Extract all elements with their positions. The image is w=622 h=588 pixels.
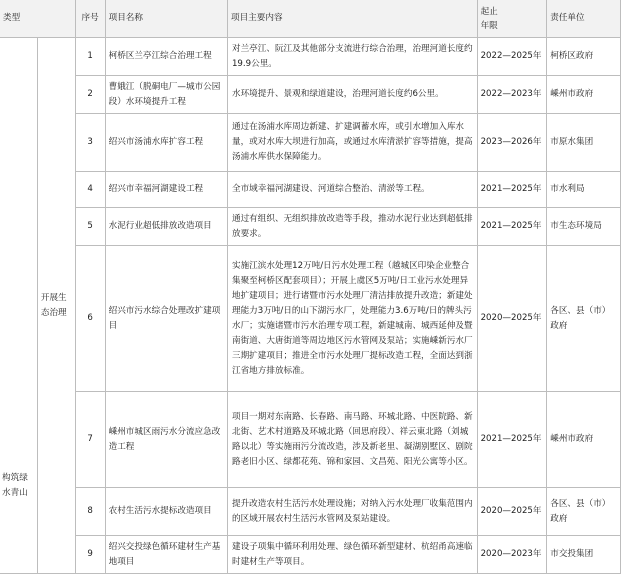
row-unit: 市生态环境局	[547, 208, 621, 246]
row-years: 2020—2025年	[477, 246, 547, 392]
table-row	[0, 172, 621, 208]
row-unit: 市原水集团	[547, 114, 621, 172]
row-name: 嵊州市城区雨污水分流应急改造工程	[105, 392, 227, 488]
row-no: 1	[75, 38, 105, 76]
row-name: 柯桥区兰亭江综合治理工程	[105, 38, 227, 76]
row-unit: 各区、县（市）政府	[547, 246, 621, 392]
header-content: 项目主要内容	[227, 0, 477, 38]
row-name: 农村生活污水提标改造项目	[105, 488, 227, 536]
row-no: 5	[75, 208, 105, 246]
row-content: 通过有组织、无组织排放改造等手段，推动水泥行业达到超低排放要求。	[227, 208, 477, 246]
row-no: 9	[75, 536, 105, 574]
row-unit: 市交投集团	[547, 536, 621, 574]
row-years: 2022—2023年	[477, 76, 547, 114]
table-row	[0, 536, 621, 574]
header-no: 序号	[75, 0, 105, 38]
table-row	[0, 246, 621, 392]
row-no: 4	[75, 172, 105, 208]
row-name: 水泥行业超低排放改造项目	[105, 208, 227, 246]
row-unit: 柯桥区政府	[547, 38, 621, 76]
category-cell: 构筑绿水青山	[0, 38, 37, 574]
row-unit: 各区、县（市）政府	[547, 488, 621, 536]
row-name: 绍兴市汤浦水库扩容工程	[105, 114, 227, 172]
table-row	[0, 76, 621, 114]
table-row	[0, 208, 621, 246]
row-content: 通过在汤浦水库周边新建、扩建调蓄水库，或引水增加入库水量，或对水库大坝进行加高，或通过水库清淤扩容等措施，提高汤浦水库供水保障能力。	[227, 114, 477, 172]
row-name: 绍兴市污水综合处理改扩建项目	[105, 246, 227, 392]
row-no: 2	[75, 76, 105, 114]
row-name: 绍兴交投绿色循环建材生产基地项目	[105, 536, 227, 574]
table-row	[0, 114, 621, 172]
header-years: 起止 年限	[477, 0, 547, 38]
table-row	[0, 488, 621, 536]
row-content: 建设子项集中循环利用处理、绿色循环新型建材、杭绍甬高速临时建材生产等项目。	[227, 536, 477, 574]
table-row	[0, 392, 621, 488]
row-content: 提升改造农村生活污水处理设施；对纳入污水处理厂收集范围内的区域开展农村生活污水管网及泵站建设。	[227, 488, 477, 536]
row-years: 2023—2026年	[477, 114, 547, 172]
row-content: 全市域幸福河湖建设、河道综合整治、清淤等工程。	[227, 172, 477, 208]
row-no: 3	[75, 114, 105, 172]
table-header-row	[0, 0, 621, 38]
row-years: 2021—2025年	[477, 392, 547, 488]
table-row	[0, 38, 621, 76]
row-content: 水环境提升、景观和绿道建设，治理河道长度约6公里。	[227, 76, 477, 114]
header-unit: 责任单位	[547, 0, 621, 38]
row-no: 7	[75, 392, 105, 488]
row-name: 曹娥江（脱硐电厂—城市公园段）水环境提升工程	[105, 76, 227, 114]
row-name: 绍兴市幸福河湖建设工程	[105, 172, 227, 208]
row-years: 2022—2025年	[477, 38, 547, 76]
row-years: 2020—2023年	[477, 536, 547, 574]
subcategory-cell: 开展生态治理	[37, 38, 75, 574]
row-no: 6	[75, 246, 105, 392]
row-no: 8	[75, 488, 105, 536]
row-content: 项目一期对东南路、长春路、南马路、环城北路、中医院路、新北街、艺术村道路及环城北路（回思府段）、祥云東北路（刘城路以北）等实施雨污分流改造，涉及新老里、凝湖别墅区、剧院路老旧小区、绿都花苑、锦和家园、文昌苑、阳光公寓等小区。	[227, 392, 477, 488]
row-years: 2021—2025年	[477, 208, 547, 246]
header-type: 类型	[0, 0, 75, 38]
row-unit: 嵊州市政府	[547, 76, 621, 114]
header-name: 项目名称	[105, 0, 227, 38]
row-years: 2021—2025年	[477, 172, 547, 208]
row-unit: 嵊州市政府	[547, 392, 621, 488]
row-content: 对兰亭江、阮江及其他部分支流进行综合治理，治理河道长度约19.9公里。	[227, 38, 477, 76]
row-content: 实施江滨水处理12万吨/日污水处理工程（越城区印染企业整合集聚至柯桥区配套项目）；开展上虞区5万吨/日工业污水处理异地扩建项目；进行诸暨市污水处理厂清洁排放提升改造；新建处理能力3万吨/日的山下湖污水厂，处理能力3.6万吨/日的牌头污水厂；实施诸暨市污水治理专项工程，新建城南、城西延伸及暨南街道、大唐街道等周边地区污水管网及泵站；实施嵊新污水厂三期扩建项目；推进全市污水处理厂提标改造工程，全面达到浙江省地方排放标准。	[227, 246, 477, 392]
row-years: 2020—2025年	[477, 488, 547, 536]
row-unit: 市水利局	[547, 172, 621, 208]
